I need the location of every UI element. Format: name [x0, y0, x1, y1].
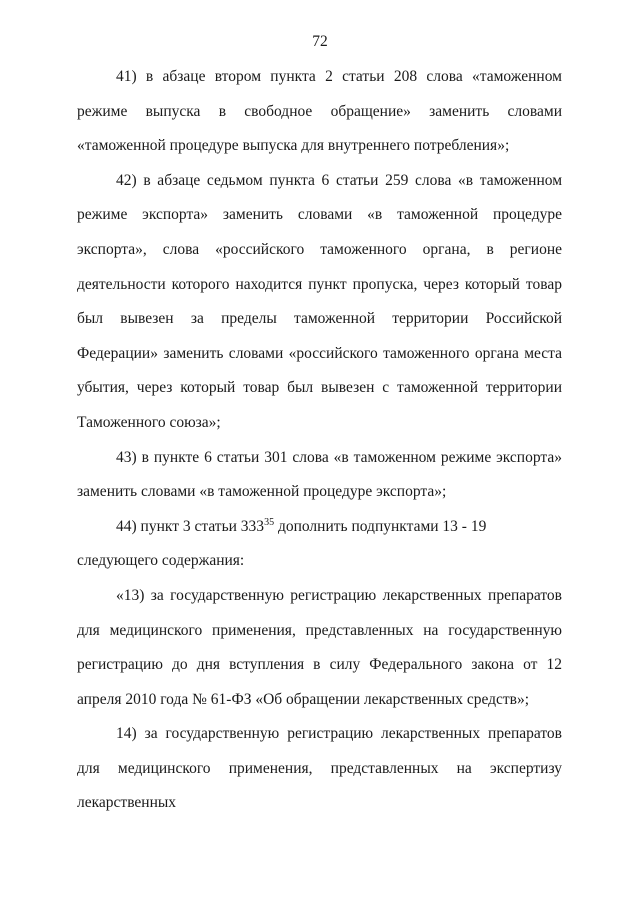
- paragraph-41: 41) в абзаце втором пункта 2 статьи 208 слова «таможенном режиме выпуска в свободное обращение» заменить словами «таможенной процедуре выпуска для внутреннего потребления»;: [77, 68, 562, 155]
- paragraph-42: 42) в абзаце седьмом пункта 6 статьи 259 слова «в таможенном режиме экспорта» заменить словами «в таможенной процедуре экспорта», слова «российского таможенного органа, в регионе деятельности которого находится пункт пропуска, через который товар был вывезен за пределы таможенной территории Российской Федерации» заменить словами «российского таможенного органа места убытия, через который товар был вывезен с таможенной территории Таможенного союза»;: [77, 171, 562, 431]
- paragraph-44-text-start: 44) пункт 3 статьи 333: [116, 517, 265, 535]
- paragraph-44-text-end: дополнить подпунктами 13 - 19 следующего содержания:: [77, 517, 487, 570]
- paragraph-43: 43) в пункте 6 статьи 301 слова «в таможенном режиме экспорта» заменить словами «в таможенной процедуре экспорта»;: [77, 448, 562, 501]
- document-body: [77, 60, 562, 821]
- paragraph-44: [77, 510, 562, 579]
- subparagraph-13: «13) за государственную регистрацию лекарственных препаратов для медицинского применения, представленных на государственную регистрацию до дня вступления в силу Федерального закона от 12 апреля 2010 года № 61-ФЗ «Об обращении лекарственных средств»;: [77, 586, 562, 708]
- subparagraph-14: 14) за государственную регистрацию лекарственных препаратов для медицинского применения, представленных на экспертизу лекарственных: [77, 725, 562, 812]
- paragraph-44-superscript: 35: [264, 516, 275, 528]
- page-number: 72: [312, 33, 328, 50]
